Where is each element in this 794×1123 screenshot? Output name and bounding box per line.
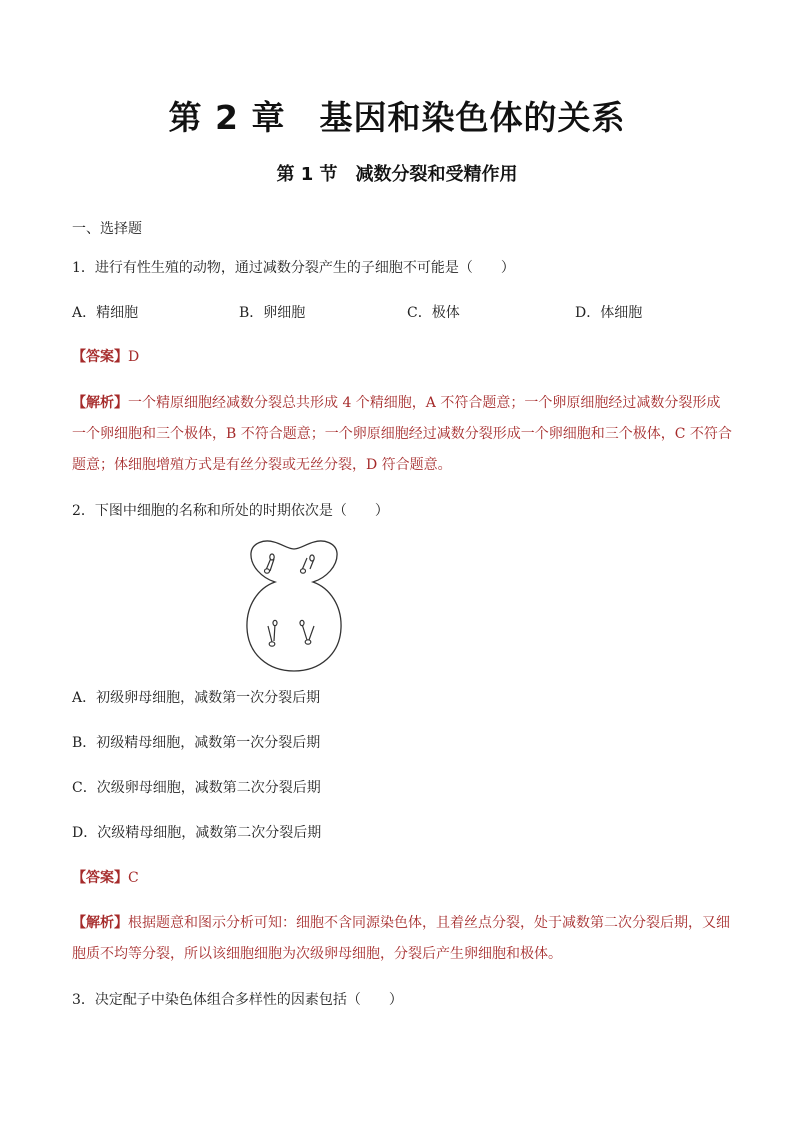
analysis-tag: 【解析】 [72, 915, 128, 931]
question-2-option-b: B．初级精母细胞，减数第一次分裂后期 [72, 735, 321, 751]
answer-value: C [128, 870, 139, 886]
answer-tag: 【答案】 [72, 870, 128, 886]
analysis-tag: 【解析】 [72, 395, 128, 411]
question-1-option-a: A．精细胞 [72, 305, 139, 321]
question-2-answer [72, 868, 139, 888]
question-3-stem: 3．决定配子中染色体组合多样性的因素包括（ ） [72, 992, 403, 1008]
question-1-option-d: D．体细胞 [575, 305, 643, 321]
question-2-option-a: A．初级卵母细胞，减数第一次分裂后期 [72, 690, 321, 706]
section-title: 第 1 节 减数分裂和受精作用 [276, 164, 518, 185]
answer-value: D [128, 349, 140, 365]
analysis-text: 一个精原细胞经减数分裂总共形成 4 个精细胞，A 不符合题意；一个卵原细胞经过减数分裂形成一个卵细胞和三个极体，B 不符合题意；一个卵原细胞经过减数分裂形成一个卵细胞和三个极体，C 不符合题意；体细胞增殖方式是有丝分裂或无丝分裂，D 符合题意。 [72, 395, 732, 473]
question-1-option-c: C．极体 [407, 305, 460, 321]
answer-tag: 【答案】 [72, 349, 128, 365]
chapter-title: 第 2 章 基因和染色体的关系 [168, 98, 626, 137]
question-2-option-d: D．次级精母细胞，减数第二次分裂后期 [72, 825, 322, 841]
analysis-text: 根据题意和图示分析可知：细胞不含同源染色体，且着丝点分裂，处于减数第二次分裂后期，又细胞质不均等分裂，所以该细胞细胞为次级卵母细胞，分裂后产生卵细胞和极体。 [72, 915, 730, 962]
question-1-option-b: B．卵细胞 [239, 305, 306, 321]
section-label: 一、选择题 [72, 221, 142, 237]
lower-chromosome-right [300, 620, 314, 644]
upper-chromosome-right [301, 555, 315, 573]
dividing-cell-figure [244, 538, 344, 674]
question-1-stem: 1．进行有性生殖的动物，通过减数分裂产生的子细胞不可能是（ ） [72, 260, 515, 276]
question-2-stem: 2．下图中细胞的名称和所处的时期依次是（ ） [72, 503, 389, 519]
question-1-answer [72, 347, 139, 367]
question-2-analysis [72, 908, 732, 970]
question-1-analysis [72, 388, 732, 481]
question-2-option-c: C．次级卵母细胞，减数第二次分裂后期 [72, 780, 321, 796]
cell-outline [247, 541, 341, 671]
upper-chromosome-left [265, 554, 275, 573]
lower-chromosome-left [268, 620, 277, 646]
